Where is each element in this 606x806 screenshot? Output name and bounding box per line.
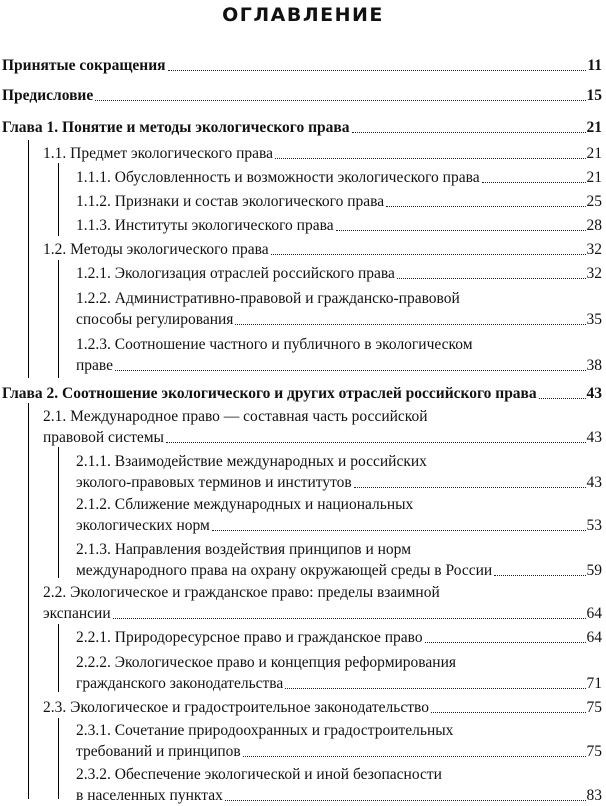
toc-entry-text: 2.1.2. Сближение международных и национальных	[76, 496, 414, 513]
dot-leader	[235, 324, 585, 325]
page-number: 38	[586, 357, 602, 374]
toc-entry[interactable]	[76, 288, 602, 330]
indent-rule	[58, 447, 59, 578]
toc-entry-text: 1.2. Методы экологического права	[43, 241, 269, 258]
dot-leader	[352, 132, 586, 133]
page-number: 32	[586, 241, 602, 258]
page-number: 53	[586, 517, 602, 534]
toc-entry[interactable]	[76, 451, 602, 493]
toc-entry[interactable]	[76, 191, 602, 212]
indent-rule	[58, 624, 59, 692]
indent-rule	[58, 718, 59, 799]
toc-entry[interactable]	[76, 627, 602, 648]
toc-title: ОГЛАВЛЕНИЕ	[222, 4, 384, 26]
toc-entry-text: экологических норм	[76, 517, 210, 534]
toc-entry-text: 2.3.2. Обеспечение экологической и иной безопасности	[76, 766, 442, 783]
page-number: 75	[586, 699, 602, 716]
toc-entry-text: Принятые сокращения	[2, 57, 166, 74]
dot-leader	[425, 642, 586, 643]
indent-rule	[58, 163, 59, 236]
dot-leader	[431, 712, 586, 713]
toc-entry-text: 2.3.1. Сочетание природоохранных и градостроительных	[76, 722, 454, 739]
dot-leader	[95, 100, 585, 101]
page-number: 32	[586, 265, 602, 282]
toc-entry-text: 1.1.2. Признаки и состав экологического права	[76, 193, 385, 210]
toc-entry-text: требований и принципов	[76, 743, 241, 760]
dot-leader	[494, 575, 585, 576]
toc-entry[interactable]	[76, 494, 602, 536]
dot-leader	[113, 618, 586, 619]
page-number: 43	[586, 474, 602, 491]
dot-leader	[354, 487, 586, 488]
dot-leader	[243, 756, 586, 757]
page-number: 11	[587, 57, 602, 74]
toc-entry-text: 2.1.3. Направления воздействия принципов и норм	[76, 541, 412, 558]
toc-entry-text: 1.1.1. Обусловленность и возможности экологического права	[76, 169, 480, 186]
toc-entry-text: 2.1.1. Взаимодействие международных и российских	[76, 453, 427, 470]
dot-leader	[539, 398, 586, 399]
toc-entry-text: 1.2.2. Административно-правовой и гражданско-правовой	[76, 290, 460, 307]
page-number: 43	[586, 429, 602, 446]
toc-entry[interactable]	[76, 539, 602, 581]
toc-entry-text: 2.1. Международное право — составная часть российской	[43, 408, 428, 425]
dot-leader	[115, 370, 585, 371]
page-number: 64	[586, 629, 602, 646]
toc-entry-text: способы регулирования	[76, 311, 234, 328]
page-number: 59	[586, 562, 602, 579]
toc-entry-text: 1.2.3. Соотношение частного и публичного в экологическом	[76, 336, 473, 353]
dot-leader	[212, 530, 586, 531]
toc-entry[interactable]	[43, 697, 602, 718]
toc-entry-text: 1.1. Предмет экологического права	[43, 145, 273, 162]
toc-entry-text: праве	[76, 357, 114, 374]
toc-entry-text: 2.2.2. Экологическое право и концепция реформирования	[76, 654, 457, 671]
toc-entry-text: гражданского законодательства	[76, 675, 284, 692]
dot-leader	[336, 230, 586, 231]
toc-entry[interactable]	[43, 406, 602, 448]
dot-leader	[168, 70, 587, 71]
indent-rule	[28, 403, 29, 799]
indent-rule	[58, 260, 59, 378]
page-number: 21	[586, 169, 602, 186]
toc-entry[interactable]	[2, 55, 602, 76]
page-number: 71	[586, 675, 602, 692]
page-number: 15	[586, 87, 602, 104]
toc-entry-text: Глава 1. Понятие и методы экологического права	[2, 119, 350, 136]
toc-entry-text: правовой системы	[43, 429, 164, 446]
dot-leader	[166, 442, 586, 443]
toc-entry[interactable]	[76, 334, 602, 376]
toc-entry[interactable]	[2, 383, 602, 404]
toc-entry[interactable]	[76, 263, 602, 284]
toc-entry[interactable]	[76, 167, 602, 188]
page-number: 25	[586, 193, 602, 210]
indent-rule	[28, 140, 29, 378]
toc-entry-text: 2.3. Экологическое и градостроительное законодательство	[43, 699, 429, 716]
toc-entry-text: Предисловие	[2, 87, 94, 104]
page-number: 43	[586, 385, 602, 402]
page-number: 64	[586, 605, 602, 622]
toc-entry-text: в населенных пунктах	[76, 787, 223, 804]
dot-leader	[271, 254, 586, 255]
toc-entry-text: экспансии	[43, 605, 111, 622]
dot-leader	[225, 800, 586, 801]
toc-entry[interactable]	[43, 143, 602, 164]
toc-entry-text: международного права на охрану окружающей среды в России	[76, 562, 493, 579]
toc-entry[interactable]	[76, 215, 602, 236]
dot-leader	[275, 158, 586, 159]
page-number: 75	[586, 743, 602, 760]
dot-leader	[397, 278, 586, 279]
page-number: 35	[586, 311, 602, 328]
toc-entry-text: 1.1.3. Институты экологического права	[76, 217, 334, 234]
toc-entry-text: эколого-правовых терминов и институтов	[76, 474, 352, 491]
toc-entry[interactable]	[2, 85, 602, 106]
page-number: 21	[586, 145, 602, 162]
toc-entry[interactable]	[2, 117, 602, 138]
dot-leader	[482, 182, 586, 183]
toc-entry[interactable]	[43, 239, 602, 260]
toc-entry-text: 2.2.1. Природоресурсное право и гражданское право	[76, 629, 423, 646]
toc-entry-text: Глава 2. Соотношение экологического и других отраслей российского права	[2, 385, 537, 402]
toc-entry[interactable]	[43, 582, 602, 624]
toc-entry-text: 2.2. Экологическое и гражданское право: пределы взаимной	[43, 584, 440, 601]
toc-entry[interactable]	[76, 764, 602, 806]
toc-entry[interactable]	[76, 720, 602, 762]
dot-leader	[386, 206, 585, 207]
toc-entry[interactable]	[76, 652, 602, 694]
page-number: 83	[586, 787, 602, 804]
dot-leader	[285, 688, 585, 689]
toc-entry-text: 1.2.1. Экологизация отраслей российского права	[76, 265, 395, 282]
page-number: 21	[586, 119, 602, 136]
page-number: 28	[586, 217, 602, 234]
